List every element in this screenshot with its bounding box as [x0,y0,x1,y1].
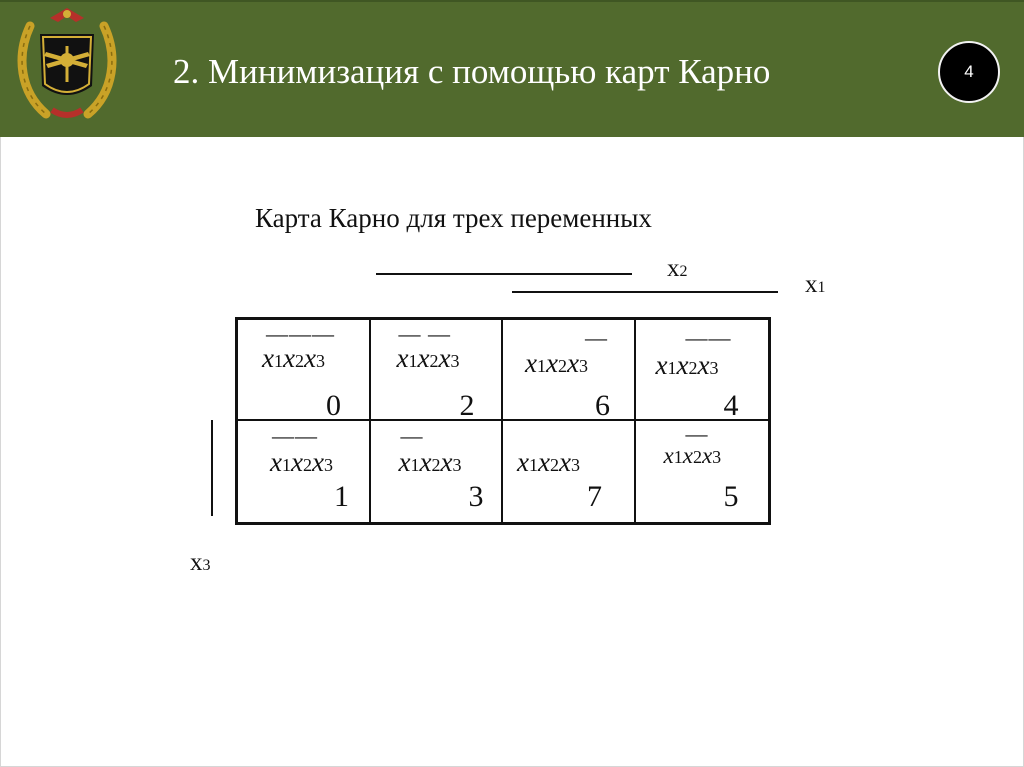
minterm-index: 0 [326,389,341,422]
kmap-cell-6 [503,320,636,421]
kmap-cell-7 [503,421,636,522]
minterm-index: 3 [468,480,484,513]
minterm-expression: x1x2x3 [655,350,719,380]
minterm-index: 6 [595,389,610,422]
diagram-subtitle: Карта Карно для трех переменных [255,203,652,233]
minterm-expression: x1x2x3 [517,447,580,477]
minterm-expression: x1x2x3 [262,343,325,373]
header-top-edge [0,0,1024,2]
kmap-cell-4 [636,320,769,421]
x1-label: x1 [805,271,826,298]
karnaugh-map [235,317,771,525]
minterm-expression: x1x2x3 [663,443,722,468]
kmap-cell-0 [238,320,371,421]
negation-bars: — [585,325,608,350]
minterm-index: 5 [723,480,739,513]
minterm-index: 1 [334,480,349,513]
minterm-expression: x1x2x3 [398,447,462,477]
minterm-expression: x1x2x3 [525,348,588,378]
slide-header [0,0,1024,137]
kmap-cell-5 [636,421,769,522]
negation-bars: —— [272,423,318,448]
negation-bars: ——— [266,321,335,346]
military-emblem-icon [16,6,118,124]
minterm-index: 2 [459,389,475,422]
x3-span-line [211,420,213,516]
negation-bars: — [685,421,709,446]
minterm-expression: x1x2x3 [270,447,333,477]
x2-label: x2 [667,255,688,282]
minterm-index: 4 [723,389,739,422]
kmap-cell-1 [238,421,371,522]
x2-span-line [376,273,632,275]
x1-span-line [512,291,778,293]
x3-label: x3 [190,549,211,576]
negation-bars: — [400,423,424,448]
negation-bars: — — [398,321,451,346]
negation-bars: —— [685,325,732,350]
kmap-cell-3 [371,421,504,522]
kmap-cell-2 [371,320,504,421]
minterm-expression: x1x2x3 [396,343,460,373]
slide-title: 2. Минимизация с помощью карт Карно [173,52,771,91]
page-number-badge: 4 [938,41,1000,103]
minterm-index: 7 [587,480,602,513]
